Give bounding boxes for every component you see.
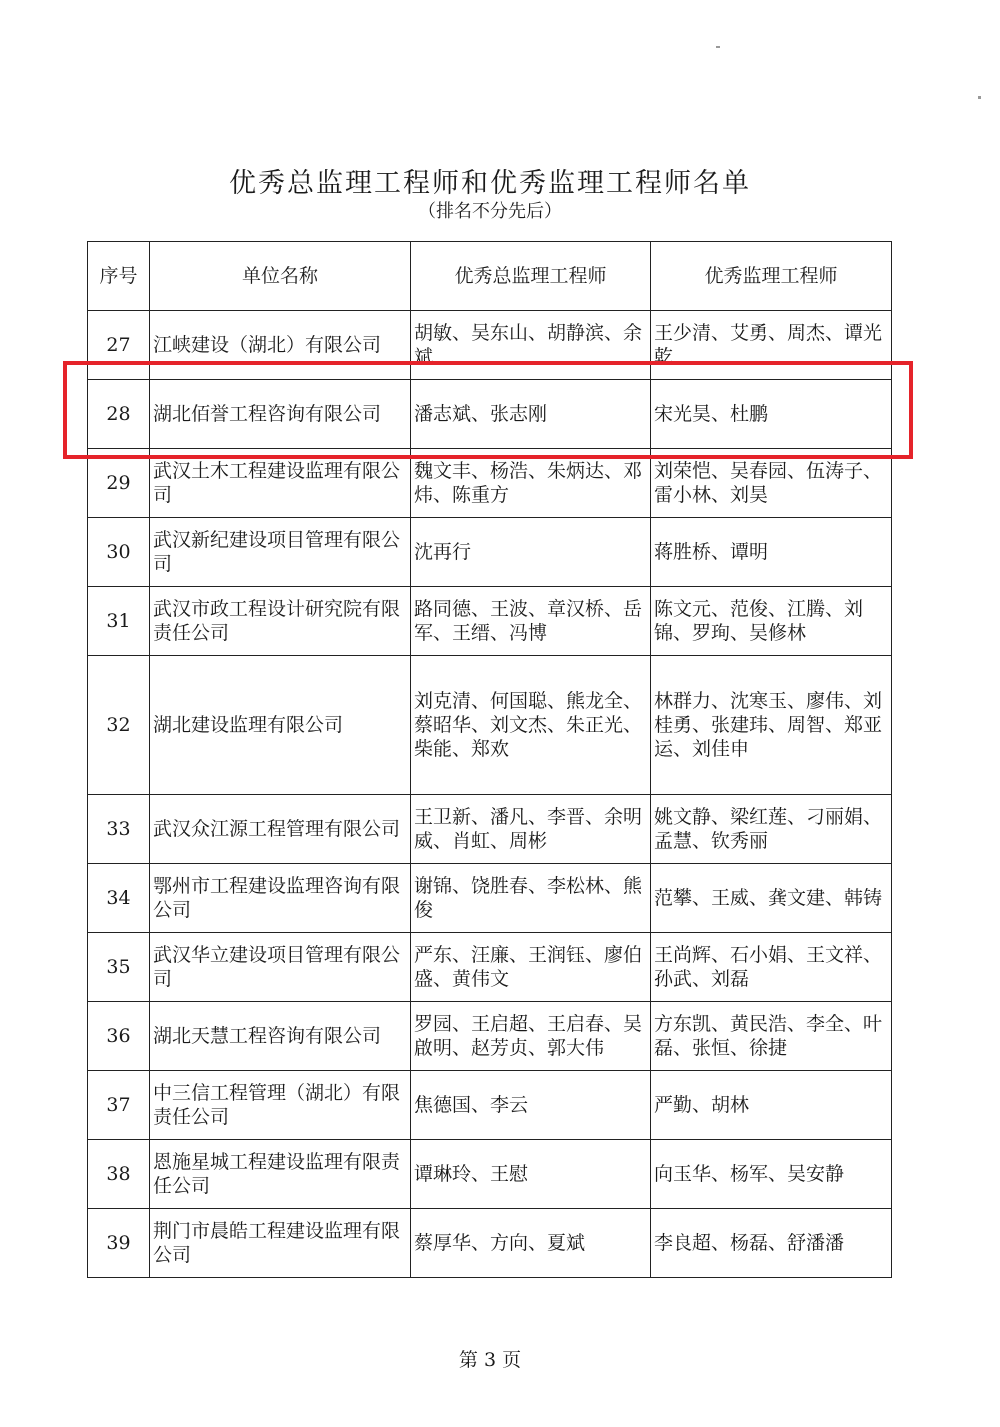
- company-name-cell: [150, 518, 411, 587]
- chief-engineers-cell: [411, 380, 651, 449]
- chief-engineers: 谭琳玲、王慰: [414, 1163, 529, 1185]
- row-number: 30: [106, 541, 131, 563]
- chief-engineers-cell: [411, 1140, 651, 1209]
- engineers: 蒋胜桥、谭明: [654, 541, 769, 563]
- engineers: 宋光昊、杜鹏: [654, 403, 769, 425]
- engineers: 向玉华、杨军、吴安静: [654, 1163, 845, 1185]
- chief-engineers-cell: [411, 587, 651, 656]
- company-name-cell: [150, 656, 411, 795]
- chief-engineers-cell: [411, 449, 651, 518]
- row-number-cell: [88, 587, 150, 656]
- engineers-cell: [651, 795, 892, 864]
- engineers-cell: [651, 518, 892, 587]
- engineers-cell: [651, 656, 892, 795]
- engineers: 王尚辉、石小娟、王文祥、孙武、刘磊: [654, 944, 883, 990]
- company-name-cell: [150, 311, 411, 380]
- chief-engineers: 魏文丰、杨浩、朱炳达、邓炜、陈重方: [414, 460, 643, 506]
- chief-engineers-cell: [411, 311, 651, 380]
- table-row: [88, 449, 892, 518]
- company-name-cell: [150, 587, 411, 656]
- engineers-cell: [651, 1002, 892, 1071]
- company-name: 武汉市政工程设计研究院有限责任公司: [153, 598, 401, 644]
- document-title: 优秀总监理工程师和优秀监理工程师名单: [229, 168, 751, 199]
- table-row: [88, 1002, 892, 1071]
- engineers-cell: [651, 380, 892, 449]
- company-name-cell: [150, 795, 411, 864]
- table-row: [88, 587, 892, 656]
- chief-engineers-cell: [411, 795, 651, 864]
- chief-engineers-cell: [411, 518, 651, 587]
- chief-engineers: 蔡厚华、方向、夏斌: [414, 1232, 586, 1254]
- company-name-cell: [150, 380, 411, 449]
- chief-engineers: 焦德国、李云: [414, 1094, 529, 1116]
- engineers: 林群力、沈寒玉、廖伟、刘桂勇、张建玮、周智、郑亚运、刘佳申: [654, 690, 883, 760]
- engineers: 姚文静、梁红莲、刁丽娟、孟慧、钦秀丽: [654, 806, 883, 852]
- chief-engineers: 沈再行: [414, 541, 472, 563]
- row-number-cell: [88, 1209, 150, 1278]
- row-number-cell: [88, 311, 150, 380]
- table-row: [88, 518, 892, 587]
- table-row: [88, 933, 892, 1002]
- company-name: 武汉新纪建设项目管理有限公司: [153, 529, 401, 575]
- chief-engineers: 潘志斌、张志刚: [414, 403, 548, 425]
- table-row: [88, 864, 892, 933]
- chief-engineers-cell: [411, 1002, 651, 1071]
- company-name: 鄂州市工程建设监理咨询有限公司: [153, 875, 401, 921]
- row-number: 37: [106, 1094, 131, 1116]
- table-row: [88, 1140, 892, 1209]
- row-number-cell: [88, 1140, 150, 1209]
- engineers: 李良超、杨磊、舒潘潘: [654, 1232, 845, 1254]
- scan-speck: [716, 46, 720, 48]
- chief-engineers: 路同德、王波、章汉桥、岳军、王缙、冯博: [414, 598, 643, 644]
- engineers-cell: [651, 587, 892, 656]
- company-name-cell: [150, 864, 411, 933]
- header-company: 单位名称: [150, 242, 411, 311]
- table-row: [88, 1071, 892, 1140]
- table-row: [88, 311, 892, 380]
- page-number: 第 3 页: [458, 1349, 522, 1371]
- row-number-cell: [88, 656, 150, 795]
- engineers: 严勤、胡林: [654, 1094, 750, 1116]
- company-name-cell: [150, 1140, 411, 1209]
- engineers-cell: [651, 1209, 892, 1278]
- row-number: 32: [106, 714, 131, 736]
- header-number: 序号: [88, 242, 150, 311]
- engineers-table: [87, 241, 892, 1278]
- engineers-cell: [651, 1140, 892, 1209]
- row-number-cell: [88, 933, 150, 1002]
- chief-engineers: 罗园、王启超、王启春、吴啟明、赵芳贞、郭大伟: [414, 1013, 643, 1059]
- row-number: 31: [106, 610, 131, 632]
- company-name: 湖北天慧工程咨询有限公司: [153, 1025, 382, 1047]
- company-name: 武汉土木工程建设监理有限公司: [153, 460, 401, 506]
- row-number: 39: [106, 1232, 131, 1254]
- chief-engineers: 刘克清、何国聪、熊龙全、蔡昭华、刘文杰、朱正光、柴能、郑欢: [414, 690, 643, 760]
- table-row: [88, 656, 892, 795]
- company-name: 荆门市晨皓工程建设监理有限公司: [153, 1220, 401, 1266]
- engineers-cell: [651, 933, 892, 1002]
- row-number-cell: [88, 795, 150, 864]
- scan-speck: [978, 96, 981, 99]
- company-name-cell: [150, 449, 411, 518]
- engineers-cell: [651, 311, 892, 380]
- chief-engineers: 严东、汪廉、王润钰、廖伯盛、黄伟文: [414, 944, 643, 990]
- row-number: 28: [106, 403, 131, 425]
- company-name: 江峡建设（湖北）有限公司: [153, 334, 382, 356]
- company-name: 武汉华立建设项目管理有限公司: [153, 944, 401, 990]
- row-number: 33: [106, 818, 131, 840]
- company-name-cell: [150, 1209, 411, 1278]
- company-name-cell: [150, 1002, 411, 1071]
- row-number-cell: [88, 1002, 150, 1071]
- table-header-row: [88, 242, 892, 311]
- chief-engineers-cell: [411, 1071, 651, 1140]
- row-number: 27: [106, 334, 131, 356]
- chief-engineers-cell: [411, 656, 651, 795]
- engineers: 范攀、王威、龚文建、韩铸: [654, 887, 883, 909]
- company-name: 湖北建设监理有限公司: [153, 714, 344, 736]
- header-chief-engineer: 优秀总监理工程师: [411, 242, 651, 311]
- company-name: 恩施星城工程建设监理有限责任公司: [153, 1151, 401, 1197]
- engineers: 陈文元、范俊、江腾、刘锦、罗珣、吴修林: [654, 598, 864, 644]
- row-number-cell: [88, 449, 150, 518]
- engineers: 王少清、艾勇、周杰、谭光乾: [654, 322, 883, 368]
- table-row: [88, 795, 892, 864]
- row-number: 36: [106, 1025, 131, 1047]
- row-number-cell: [88, 380, 150, 449]
- row-number-cell: [88, 518, 150, 587]
- chief-engineers: 王卫新、潘凡、李晋、余明威、肖虹、周彬: [414, 806, 643, 852]
- row-number: 35: [106, 956, 131, 978]
- row-number-cell: [88, 1071, 150, 1140]
- row-number: 34: [106, 887, 131, 909]
- row-number: 38: [106, 1163, 131, 1185]
- company-name-cell: [150, 933, 411, 1002]
- document-subtitle: （排名不分先后）: [418, 201, 562, 222]
- chief-engineers-cell: [411, 1209, 651, 1278]
- table-row: [88, 1209, 892, 1278]
- company-name: 中三信工程管理（湖北）有限责任公司: [153, 1082, 401, 1128]
- company-name: 武汉众江源工程管理有限公司: [153, 818, 401, 840]
- row-number: 29: [106, 472, 131, 494]
- header-engineer: 优秀监理工程师: [651, 242, 892, 311]
- engineers-cell: [651, 864, 892, 933]
- engineers: 刘荣恺、吴春园、伍涛子、雷小林、刘昊: [654, 460, 883, 506]
- chief-engineers: 谢锦、饶胜春、李松林、熊俊: [414, 875, 643, 921]
- company-name-cell: [150, 1071, 411, 1140]
- company-name: 湖北佰誉工程咨询有限公司: [153, 403, 382, 425]
- chief-engineers-cell: [411, 933, 651, 1002]
- engineers: 方东凯、黄民浩、李全、叶磊、张恒、徐捷: [654, 1013, 883, 1059]
- engineers-cell: [651, 1071, 892, 1140]
- engineers-cell: [651, 449, 892, 518]
- chief-engineers: 胡敏、吴东山、胡静滨、余斌: [414, 322, 643, 368]
- chief-engineers-cell: [411, 864, 651, 933]
- row-number-cell: [88, 864, 150, 933]
- table-row: [88, 380, 892, 449]
